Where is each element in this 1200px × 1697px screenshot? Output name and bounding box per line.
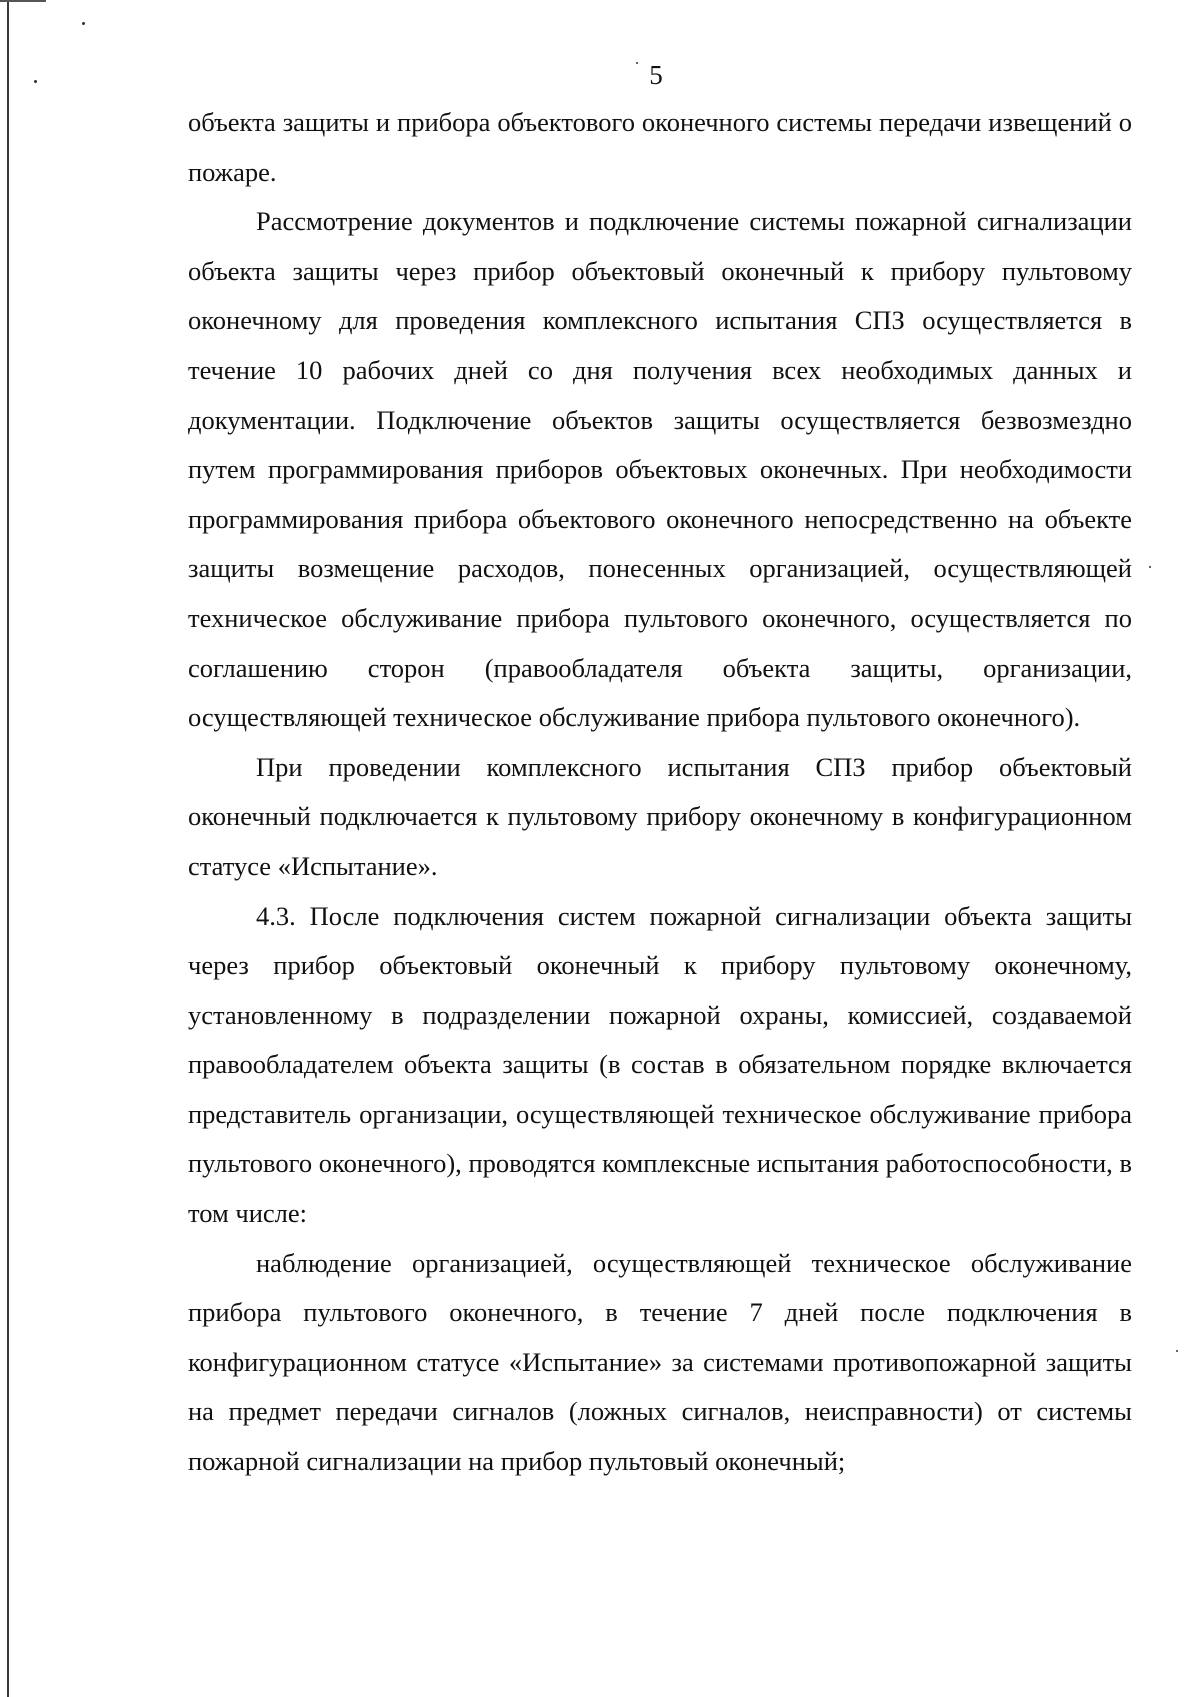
paragraph-observation: наблюдение организацией, осуществляющей техническое обслуживание прибора пультового оконечного, в течение 7 дней после подключения в конфигурационном статусе «Испытание» за системами противопожарной защиты на предмет передачи сигналов (ложных сигналов, неисправности) от системы пожарной сигнализации на прибор пультовый оконечный;	[188, 1247, 1132, 1477]
paragraph-continuation: объекта защиты и прибора объектового оконечного системы передачи извещений о пожаре.	[188, 107, 1132, 187]
scan-speck	[82, 22, 85, 25]
body-text	[188, 98, 1132, 1487]
scan-edge-left	[7, 0, 9, 1697]
paragraph-section-4-3: 4.3. После подключения систем пожарной сигнализации объекта защиты через прибор объектовый оконечный к прибору пультовому оконечному, установленному в подразделении пожарной охраны, комиссией, создаваемой правообладателем объекта защиты (в состав в обязательном порядке включается представитель организации, осуществляющей техническое обслуживание прибора пультового оконечного), проводятся комплексные испытания работоспособности, в том числе:	[188, 900, 1132, 1229]
scan-speck	[1149, 566, 1151, 568]
paragraph-documents-review: Рассмотрение документов и подключение системы пожарной сигнализации объекта защиты через прибор объектовый оконечный к прибору пультовому оконечному для проведения комплексного испытания СПЗ осуществляется в течение 10 рабочих дней со дня получения всех необходимых данных и документации. Подключение объектов защиты осуществляется безвозмездно путем программирования приборов объектовых оконечных. При необходимости программирования прибора объектового оконечного непосредственно на объекте защиты возмещение расходов, понесенных организацией, осуществляющей техническое обслуживание прибора пультового оконечного, осуществляется по соглашению сторон (правообладателя объекта защиты, организации, осуществляющей техническое обслуживание прибора пультового оконечного).	[188, 206, 1132, 733]
scan-edge-top	[0, 0, 46, 2]
paragraph-complex-test: При проведении комплексного испытания СПЗ прибор объектовый оконечный подключается к пультовому прибору оконечному в конфигурационном статусе «Испытание».	[188, 751, 1132, 881]
scan-speck	[1176, 1350, 1178, 1352]
page-number: 5	[649, 60, 663, 90]
